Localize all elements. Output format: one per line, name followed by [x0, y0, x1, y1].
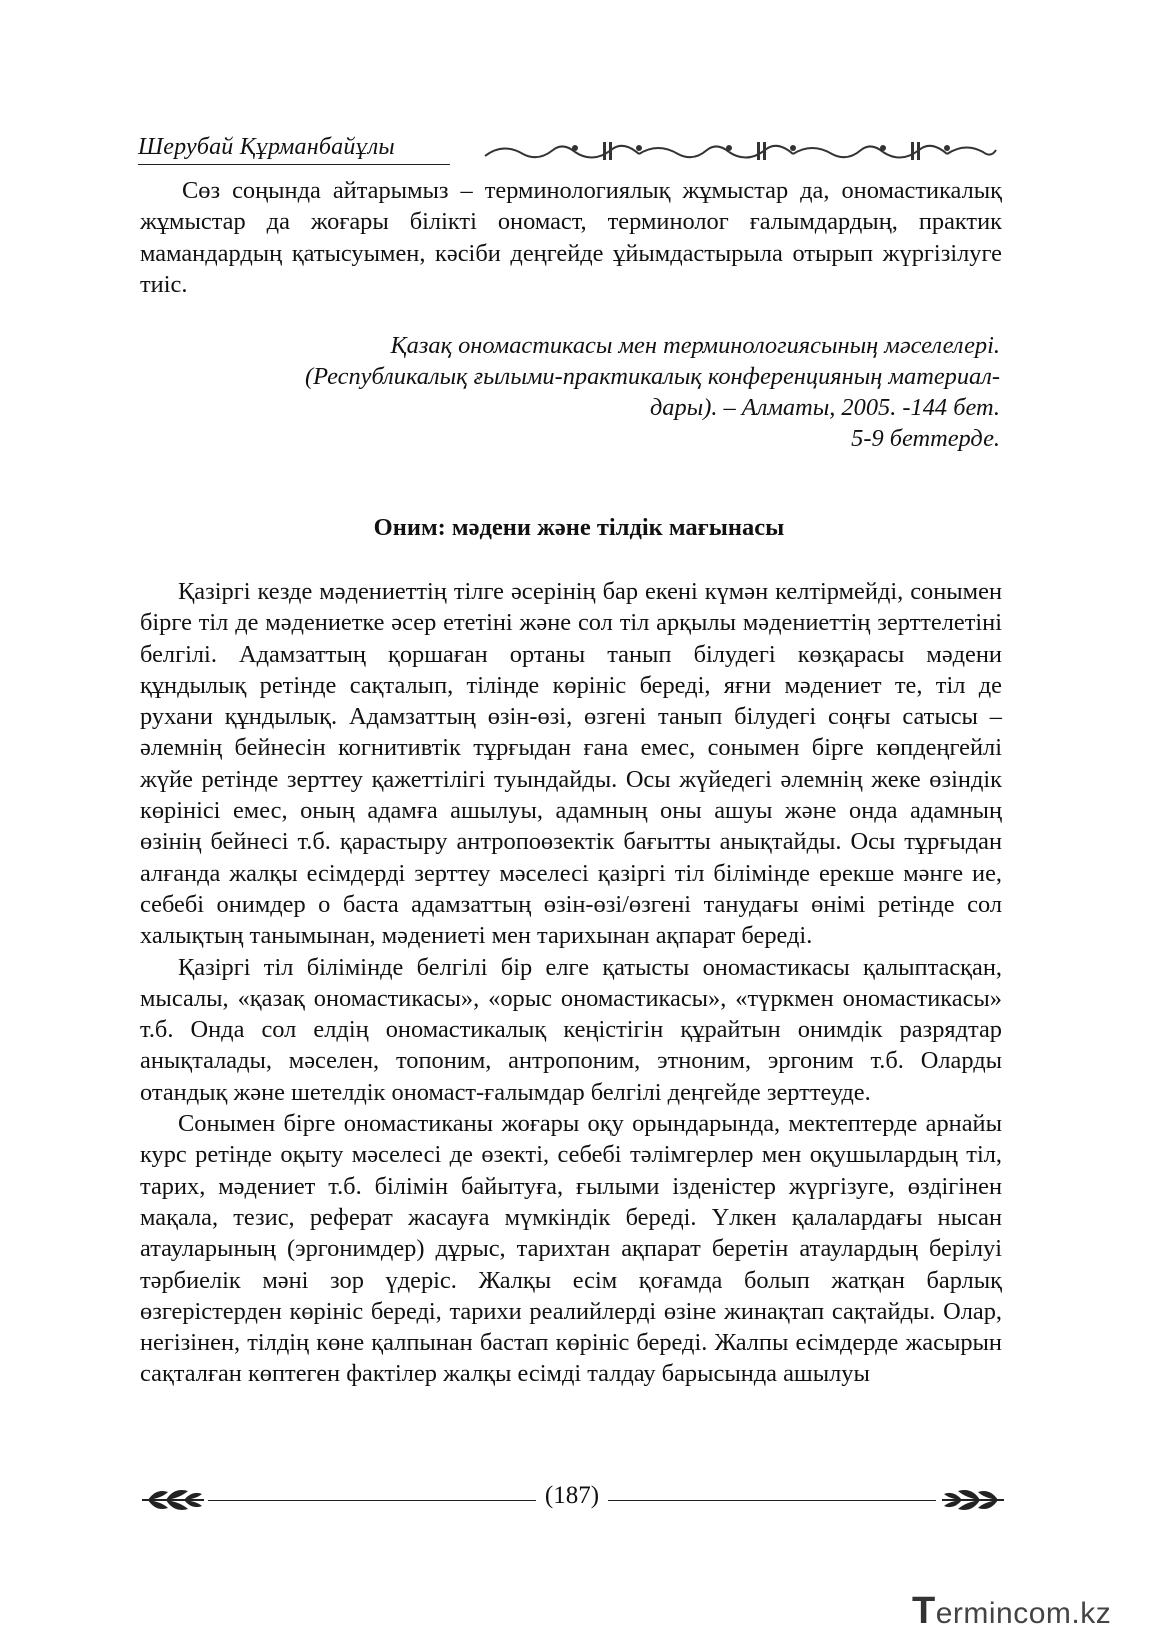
leaf-ornament-icon: [138, 1484, 208, 1516]
citation-line: Қазақ ономастикасы мен терминологиясының мәселелері.: [390, 332, 1000, 359]
closing-paragraph: Сөз соңында айтарымыз – терминологиялық жұмыстар да, ономастикалық жұмыстар да жоғары білікті ономаст, терминолог ғалымдардың, практик мамандардың қатысуымен, кәсіби деңгейде ұйымдастырыла отырып жүргізілуге тиіс.: [140, 177, 1002, 298]
watermark-letter: T: [912, 1590, 936, 1632]
ornament-band-icon: [483, 136, 998, 166]
footer-rule: [208, 1500, 536, 1501]
watermark-text: ermincom.kz: [935, 1597, 1112, 1630]
site-watermark: [912, 1590, 1111, 1633]
body-paragraph: Қазіргі тіл білімінде белгілі бір елге қатысты ономастикасы қалыптасқан, мысалы, «қазақ ономастикасы», «орыс ономастикасы», «түркмен ономастикасы» т.б. Онда сол елдің ономастикалық кеңістігін құрайтын онимдік разрядтар анықталады, мәселен, топоним, антропоним, этноним, эргоним т.б. Оларды отандық және шетелдік ономаст-ғалымдар белгілі деңгейде зерттеуде.: [140, 953, 1002, 1106]
author-name: Шерубай Құрманбайұлы: [138, 134, 395, 160]
running-head: [138, 130, 1000, 170]
footer-rule: [608, 1500, 936, 1501]
header-rule: [138, 164, 450, 165]
citation-line: дары). – Алматы, 2005. -144 бет.: [649, 394, 1000, 421]
page-number-value: 187: [553, 1482, 591, 1509]
body-paragraph: Сонымен бірге ономастиканы жоғары оқу орындарында, мектептерде арнайы курс ретінде оқыту мәселесі де өзекті, себебі тәлімгерлер мен оқушылардың тіл, тарих, мәдениет т.б. білімін байытуға, ғылыми ізденістер жүргізуге, өздігінен мақала, тезис, реферат жасауға мүмкіндік береді. Үлкен қалалардағы нысан атауларының (эргонимдер) дұрыс, тарихтан ақпарат беретін атаулардың берілуі тәрбиелік мәні зор үдеріс. Жалқы есім қоғамда болып жатқан барлық өзгерістерден көрініс береді, тарихи реалийлерді өзіне жинақтап сақтайды. Олар, негізінен, тілдің көне қалпынан бастап көрініс береді. Жалпы есімдерде жасырын сақталған көптеген фактілер жалқы есімді талдау барысында ашылуы: [140, 1110, 1002, 1388]
source-citation: [160, 330, 1000, 454]
leaf-ornament-icon: [938, 1484, 1008, 1516]
body-paragraph: Қазіргі кезде мәдениеттің тілге әсерінің бар екені күмән келтірмейді, сонымен бірге тіл де мәдениетке әсер ететіні және сол тіл арқылы мәдениеттің зерттелетіні белгілі. Адамзаттың қоршаған ортаны танып білудегі көзқарасы мәдени құндылық ретінде сақталып, тілінде көрініс береді, яғни мәдениет те, тіл де рухани құндылық. Адамзаттың өзін-өзі, өзгені танып білудегі соңғы сатысы – әлемнің бейнесін когнитивтік тұрғыдан ғана емес, сонымен бірге көпдеңгейлі жүйе ретінде зерттеу қажеттілігі туындайды. Осы жүйедегі әлемнің жеке өзіндік көрінісі емес, оның адамға ашылуы, адамның оны ашуы және онда адамның өзінің бейнесі т.б. қарастыру антропоөзектік бағытты анықтайды. Осы тұрғыдан алғанда жалқы есімдерді зерттеу мәселесі қазіргі тіл білімінде ерекше мәнге ие, себебі онимдер о баста адамзаттың өзін-өзі/өзгені танудағы өнімі ретінде сол халықтың танымынан, мәдениеті мен тарихынан ақпарат береді.: [140, 578, 1002, 950]
section-title: Оним: мәдени және тілдік мағынасы: [373, 514, 785, 541]
page-footer: [138, 1480, 1008, 1520]
citation-line: (Республикалық ғылыми-практикалық конференцияның материал-: [305, 363, 1000, 390]
page-number: (187): [544, 1482, 600, 1509]
article-body: [140, 576, 1002, 1390]
citation-line: 5-9 беттерде.: [851, 425, 1000, 452]
